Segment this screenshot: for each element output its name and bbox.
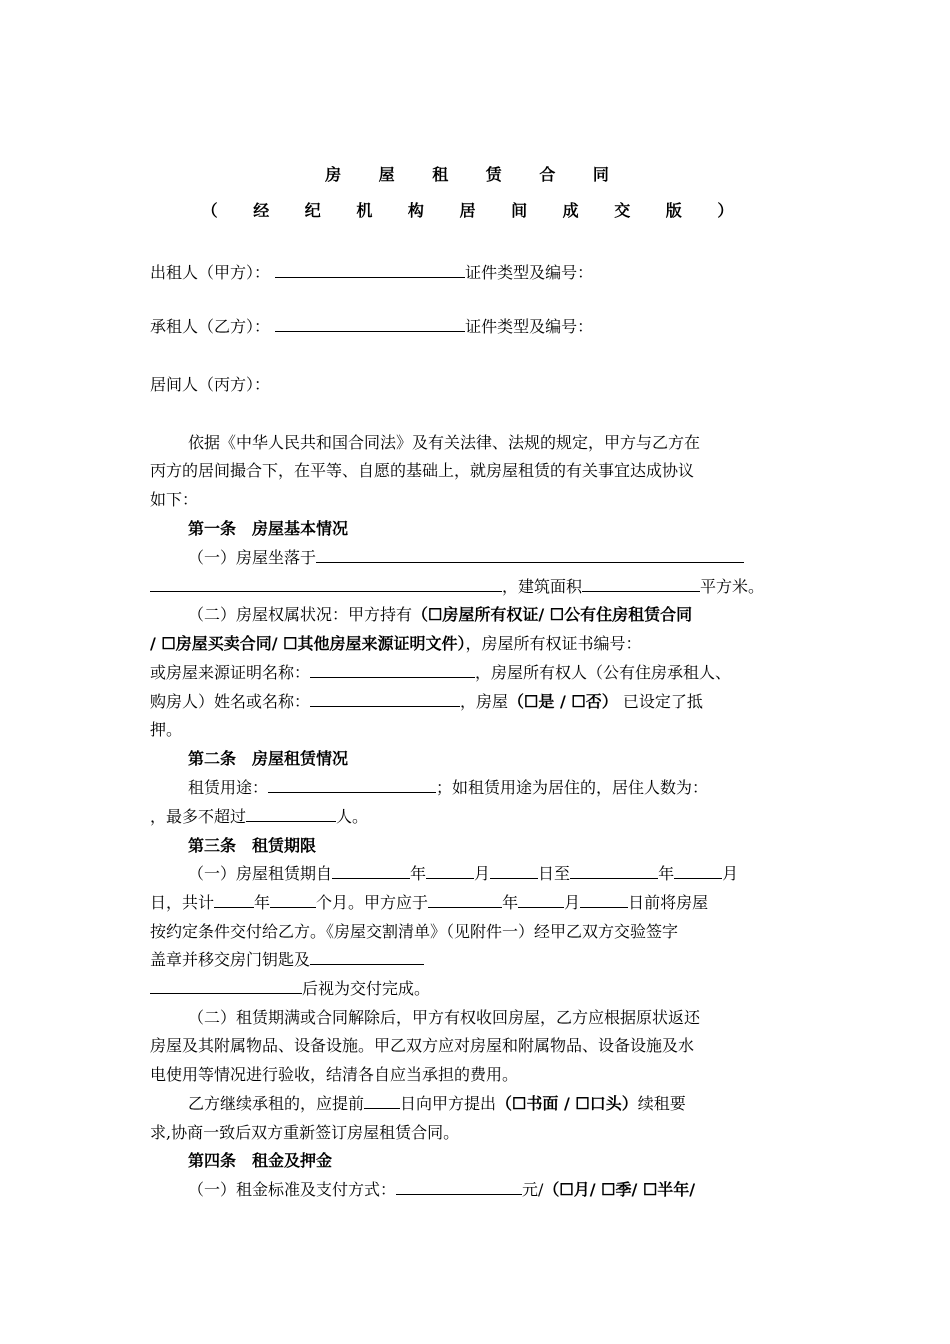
document-subtitle: （ 经 纪 机 构 居 间 成 交 版 ） <box>201 201 749 220</box>
lessor-line <box>150 262 810 284</box>
start-year-blank <box>332 863 410 879</box>
purpose-blank <box>268 777 436 793</box>
article-3-para-1-line-4: 盖章并移交房门钥匙及 <box>150 949 810 971</box>
renewal-days-blank <box>364 1093 400 1109</box>
article-3-para-1-line-1: （一）房屋租赁期自 年 月 日至 年 月 <box>188 864 739 883</box>
start-day-blank <box>490 863 538 879</box>
broker-line <box>150 374 810 396</box>
owner-name-blank <box>310 691 460 707</box>
intro-line-3: 如下： <box>150 490 199 509</box>
article-3-para-2-line-1: （二）租赁期满或合同解除后，甲方有权收回房屋，乙方应根据原状返还 <box>188 1008 701 1027</box>
article-1-para-2-line-1: （二）房屋权属状况：甲方持有（☐房屋所有权证/ ☐公有住房租赁合同 <box>188 605 693 624</box>
delivery-month-blank <box>518 892 564 908</box>
lessor-id-label: 证件类型及编号： <box>465 263 594 282</box>
article-3-para-1-line-5: 后视为交付完成。 <box>150 978 810 1000</box>
lessee-name-blank <box>275 316 465 332</box>
article-2-line-1: 租赁用途： ；如租赁用途为居住的，居住人数为： <box>188 778 709 797</box>
total-months-blank <box>270 892 316 908</box>
start-month-blank <box>426 863 474 879</box>
occupants-blank <box>246 806 336 822</box>
article-2-heading: 第二条 房屋租赁情况 <box>188 749 349 768</box>
intro-line-1: 依据《中华人民共和国合同法》及有关法律、法规的规定，甲方与乙方在 <box>188 433 701 452</box>
broker-label: 居间人（丙方）： <box>150 375 271 394</box>
article-1-heading: 第一条 房屋基本情况 <box>188 519 349 538</box>
lessee-id-label: 证件类型及编号： <box>465 317 594 336</box>
delivery-day-blank <box>580 892 628 908</box>
article-3-para-1-line-3: 按约定条件交付给乙方。《房屋交割清单》（见附件一）经甲乙双方交验签字 <box>150 922 679 941</box>
address-blank <box>316 547 744 563</box>
area-blank <box>582 576 700 592</box>
keys-blank <box>310 949 424 965</box>
article-4-para-1-line-1: （一）租金标准及支付方式： 元/（☐月/ ☐季/ ☐半年/ <box>188 1180 696 1199</box>
article-1-para-2-line-5: 押。 <box>150 720 183 739</box>
article-2-line-2: ，最多不超过 人。 <box>150 807 369 826</box>
address-blank-2 <box>150 576 502 592</box>
article-3-para-3-line-2: 求,协商一致后双方重新签订房屋租赁合同。 <box>150 1123 460 1142</box>
end-month-blank <box>674 863 722 879</box>
delivery-year-blank <box>428 892 502 908</box>
total-years-blank <box>214 892 254 908</box>
intro-line-2: 丙方的居间撮合下，在平等、自愿的基础上，就房屋租赁的有关事宜达成协议 <box>150 461 695 480</box>
rent-amount-blank <box>396 1179 522 1195</box>
end-year-blank <box>570 863 658 879</box>
article-3-para-2-line-2: 房屋及其附属物品、设备设施。甲乙双方应对房屋和附属物品、设备设施及水 <box>150 1036 695 1055</box>
document-title: 房 屋 租 赁 合 同 <box>325 165 625 184</box>
article-1-para-2-line-4: 购房人）姓名或名称： ，房屋（☐是 / ☐否） 已设定了抵 <box>150 692 703 711</box>
lessor-name-blank <box>275 262 465 278</box>
lessor-label: 出租人（甲方）： <box>150 263 271 282</box>
article-3-para-3-line-1: 乙方继续承租的，应提前 日向甲方提出（☐书面 / ☐口头）续租要 <box>188 1094 686 1113</box>
lessee-line <box>150 316 810 338</box>
proof-name-blank <box>310 662 475 678</box>
article-3-para-2-line-3: 电使用等情况进行验收，结清各自应当承担的费用。 <box>150 1065 519 1084</box>
keys-blank-2 <box>150 978 302 994</box>
article-3-heading: 第三条 租赁期限 <box>188 836 317 855</box>
lessee-label: 承租人（乙方）： <box>150 317 271 336</box>
article-4-heading: 第四条 租金及押金 <box>188 1151 333 1170</box>
article-1-para-2-line-2: / ☐房屋买卖合同/ ☐其他房屋来源证明文件），房屋所有权证书编号： <box>150 634 642 653</box>
article-1-para-2-line-3: 或房屋来源证明名称： ，房屋所有权人（公有住房承租人、 <box>150 663 732 682</box>
article-1-para-1-line-2: ，建筑面积 平方米。 <box>150 576 810 598</box>
article-3-para-1-line-2: 日，共计 年 个月。甲方应于 年 月 日前将房屋 <box>150 893 709 912</box>
article-1-para-1-line-1: （一）房屋坐落于 <box>188 547 848 569</box>
